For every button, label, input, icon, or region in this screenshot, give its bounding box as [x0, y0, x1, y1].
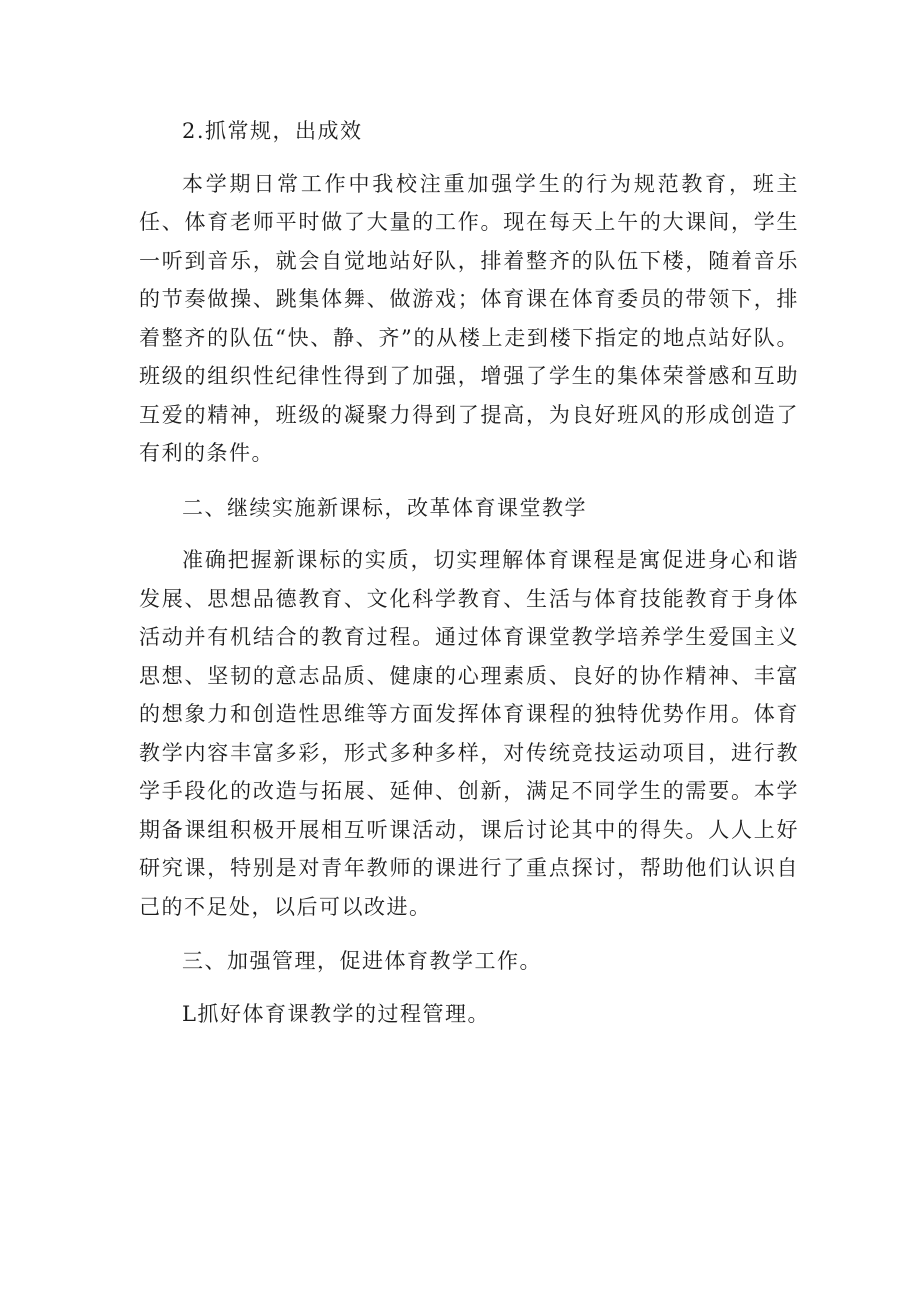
- paragraph-behavior-norms: 本学期日常工作中我校注重加强学生的行为规范教育，班主任、体育老师平时做了大量的工作。现在每天上午的大课间，学生一听到音乐，就会自觉地站好队，排着整齐的队伍下楼，随着音乐的节奏做操、跳集体舞、做游戏；体育课在体育委员的带领下，排着整齐的队伍“快、静、齐”的从楼上走到楼下指定的地点站好队。班级的组织性纪律性得到了加强，增强了学生的集体荣誉感和互助互爱的精神，班级的凝聚力得到了提高，为良好班风的形成创造了有利的条件。: [139, 171, 799, 465]
- subsection-heading-process-management: L抓好体育课教学的过程管理。: [182, 1001, 490, 1026]
- spacer: [139, 151, 799, 165]
- section-heading-management: 三、加强管理，促进体育教学工作。: [182, 949, 542, 973]
- section-heading-new-curriculum: 二、继续实施新课标，改革体育课堂教学: [182, 495, 587, 520]
- spacer: [139, 473, 799, 489]
- paragraph-curriculum-reform: 准确把握新课标的实质，切实理解体育课程是寓促进身心和谐发展、思想品德教育、文化科学教育、生活与体育技能教育于身体活动并有机结合的教育过程。通过体育课堂教学培养学生爱国主义思想、坚韧的意志品质、健康的心理素质、良好的协作精神、丰富的想象力和创造性思维等方面发挥体育课程的独特优势作用。体育教学内容丰富多彩，形式多种多样，对传统竞技运动项目，进行教学手段化的改造与拓展、延伸、创新，满足不同学生的需要。本学期备课组积极开展相互听课活动，课后讨论其中的得失。人人上好研究课，特别是对青年教师的课进行了重点探讨，帮助他们认识自己的不足处，以后可以改进。: [139, 548, 799, 919]
- document-body: [139, 112, 799, 1033]
- spacer: [139, 527, 799, 541]
- section-heading-routine: 2.抓常规，出成效: [182, 119, 363, 143]
- spacer: [139, 981, 799, 995]
- spacer: [139, 926, 799, 942]
